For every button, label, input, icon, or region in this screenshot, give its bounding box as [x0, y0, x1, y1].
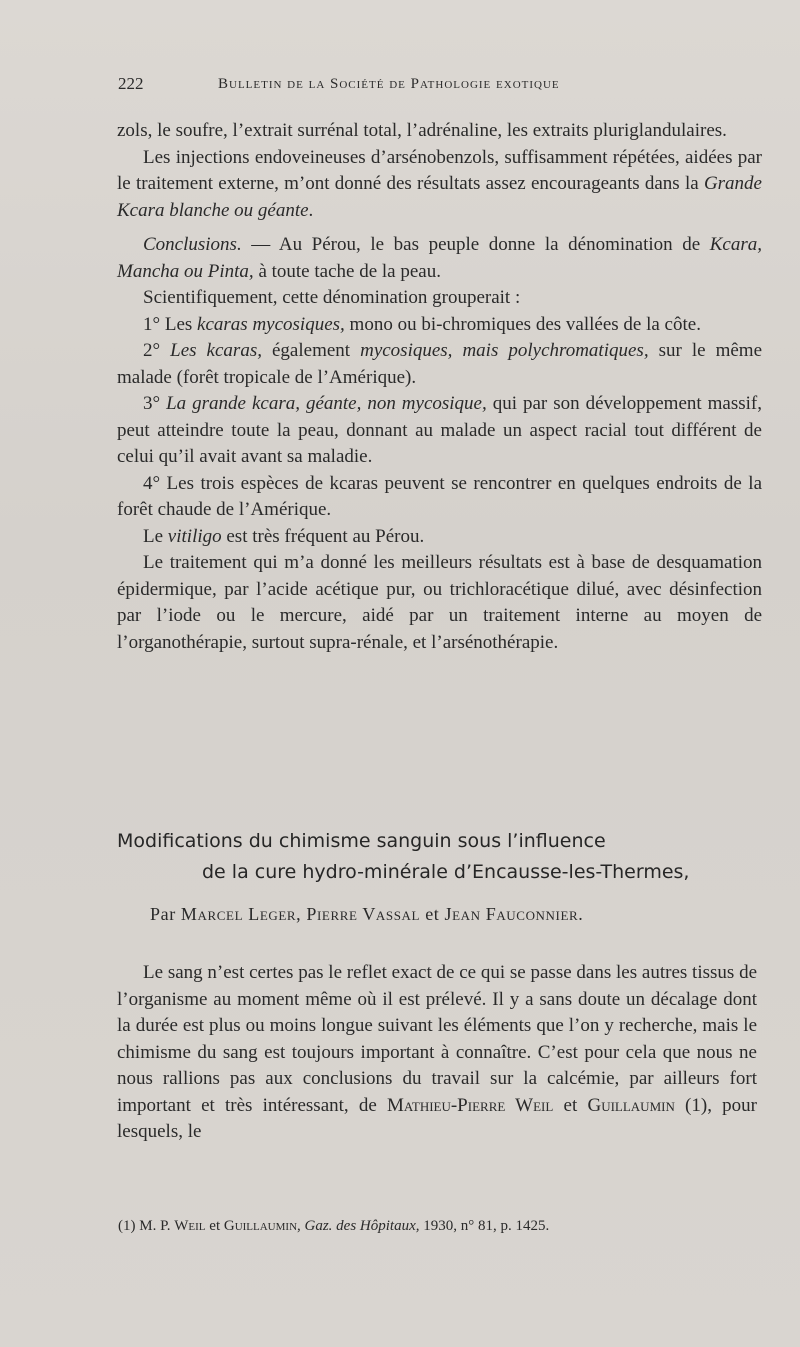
list-item: 3° La grande kcara, géante, non mycosique, qui par son développement massif, peut atteindre toute la peau, donnant au malade un aspect racial tout différent de celui qu’il avait avant sa maladie. — [117, 393, 763, 467]
list-item: 2° Les kcaras, également mycosiques, mais polychromatiques, sur le même malade (forêt tropicale de l’Amérique). — [117, 340, 763, 388]
conclusions-paragraph: Conclusions. — Au Pérou, le bas peuple donne la dénomination de Kcara, Mancha ou Pinta, à toute tache de la peau. — [117, 234, 762, 282]
paragraph: zols, le soufre, l’extrait surrénal total, l’adrénaline, les extraits pluriglandulaires. — [117, 120, 727, 141]
paragraph: Scientifiquement, cette dénomination grouperait : — [143, 287, 521, 308]
paragraph: Le traitement qui m’a donné les meilleurs résultats est à base de desquamation épidermique, par l’acide acétique pur, ou trichloracétique dilué, avec désinfection par l’iode ou le mercure, aidé par un traitement interne au moyen de l’organothérapie, surtout supra-rénale, et l’arsénothérapie. — [117, 552, 762, 653]
footnote: (1) M. P. Weil et Guillaumin, Gaz. des Hôpitaux, 1930, n° 81, p. 1425. — [118, 1218, 550, 1234]
page-number: 222 — [118, 74, 144, 93]
continuation-text — [117, 118, 762, 656]
paragraph: Le vitiligo est très fréquent au Pérou. — [143, 525, 425, 547]
paragraph: Le sang n’est certes pas le reflet exact de ce qui se passe dans les autres tissus de l’organisme au moment même où il est prélevé. Il y a sans doute un décalage dont la durée est plus ou moins longue suivant les éléments que l’on y recherche, mais le chimisme du sang est toujours important à connaître. C’est pour cela que nous ne nous rallions pas aux conclusions du travail sur la calcémie, par ailleurs fort important et très intéressant, de Mathieu-Pierre Weil et Guillaumin (1), pour lesquels, le — [117, 962, 758, 1142]
article-title: Modifications du chimisme sanguin sous l’influence de la cure hydro-minérale d’Encausse-les-Thermes, — [117, 830, 690, 883]
paragraph: Les injections endoveineuses d’arsénobenzols, suffisamment répétées, aidées par le traitement externe, m’ont donné des résultats assez encourageants dans la Grande Kcara blanche ou géante. — [117, 146, 762, 221]
list-item: 4° Les trois espèces de kcaras peuvent se rencontrer en quelques endroits de la forêt chaude de l’Amérique. — [117, 472, 762, 520]
page-header — [118, 74, 678, 98]
article-authors: Par Marcel Leger, Pierre Vassal et Jean Fauconnier. — [150, 904, 584, 924]
running-head: Bulletin de la Société de Pathologie exotique — [218, 76, 560, 92]
list-item: 1° Les kcaras mycosiques, mono ou bi-chromiques des vallées de la côte. — [143, 313, 701, 335]
article-body — [117, 960, 757, 1146]
